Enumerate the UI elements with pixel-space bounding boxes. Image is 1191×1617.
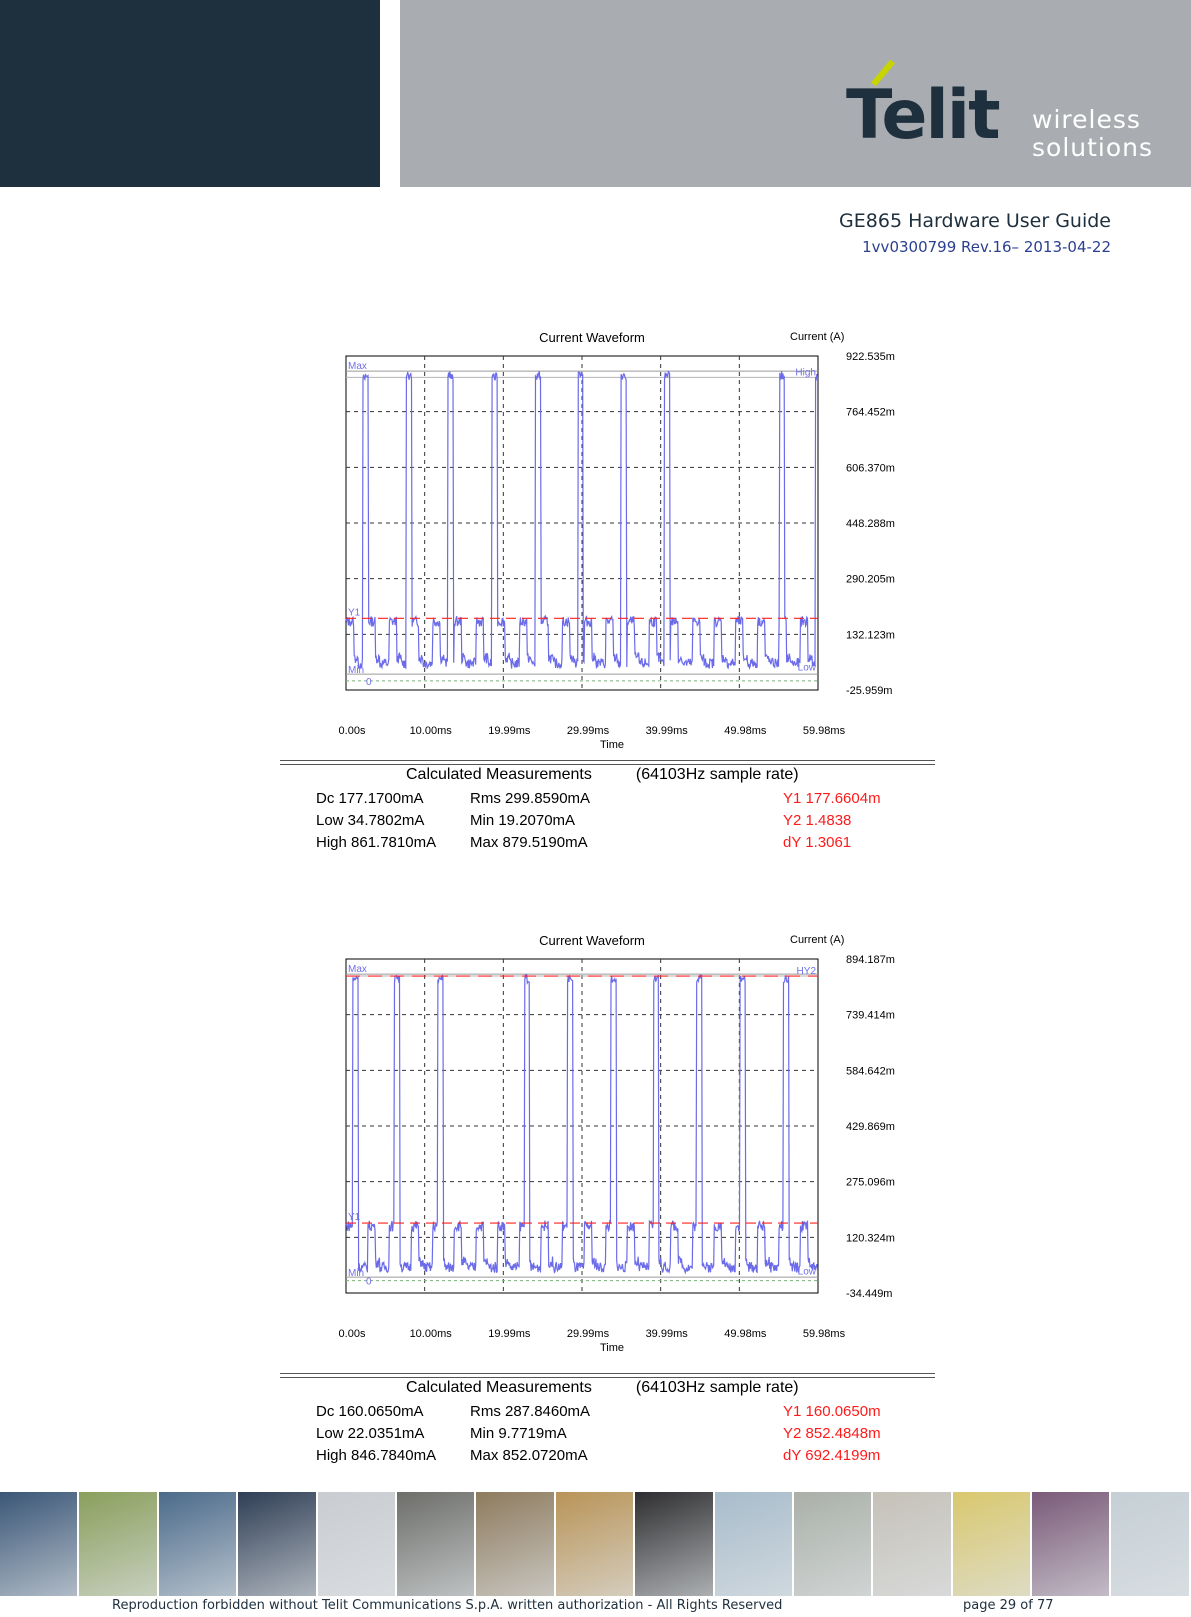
meas-high: High 846.7840mA: [316, 1447, 437, 1464]
low-marker-label: Low: [797, 1266, 816, 1278]
y-tick-label: -25.959m: [846, 685, 893, 697]
y-tick-label: 290.205m: [846, 573, 895, 586]
logo-tagline-line2: solutions: [1032, 133, 1154, 162]
footer-photo-tile: [794, 1492, 873, 1596]
meas-dc: Dc 177.1700mA: [316, 790, 424, 807]
meas-min: Min 9.7719mA: [470, 1425, 567, 1442]
x-tick-label: 0.00s: [338, 1328, 366, 1340]
measurements-rule: [280, 1377, 935, 1378]
meas-low: Low 22.0351mA: [316, 1425, 425, 1442]
y-tick-label: 448.288m: [846, 518, 895, 530]
footer-photo-tile: [238, 1492, 317, 1596]
y-tick-label: 922.535m: [846, 351, 895, 363]
x-tick-label: 49.98ms: [724, 725, 767, 737]
y-axis-label: Current (A): [790, 331, 845, 343]
y-tick-label: -34.449m: [846, 1288, 893, 1300]
y-tick-label: 894.187m: [846, 954, 895, 966]
measurements-heading: [406, 1379, 799, 1397]
chart-title: Current Waveform: [539, 933, 645, 948]
footer-photo-tile: [1032, 1492, 1111, 1596]
telit-logo: [846, 58, 1176, 168]
high-marker-label: HY2: [796, 966, 816, 978]
x-tick-label: 29.99ms: [566, 725, 610, 737]
logo-tagline: [1032, 106, 1153, 162]
meas-y1: Y1 177.6604m: [783, 790, 881, 807]
measurements-rule: [280, 764, 935, 765]
calculated-measurements-1: [280, 760, 940, 860]
meas-y1: Y1 160.0650m: [783, 1403, 881, 1420]
meas-max: Max 879.5190mA: [470, 834, 588, 851]
x-tick-label: 49.98ms: [724, 1328, 767, 1340]
min-marker-label: Min: [348, 1268, 365, 1280]
meas-y2: Y2 1.4838: [783, 812, 852, 829]
footer-photo-tile: [556, 1492, 635, 1596]
y-tick-label: 764.452m: [846, 406, 895, 419]
footer-photo-tile: [397, 1492, 476, 1596]
logo-wordmark: Telit: [846, 76, 999, 155]
min-marker-label: Min: [348, 665, 365, 677]
measurements-heading: [406, 766, 799, 784]
meas-dy: dY 692.4199m: [783, 1447, 881, 1464]
footer-photo-tile: [476, 1492, 555, 1596]
footer-photo-tile: [0, 1492, 79, 1596]
x-tick-label: 39.99ms: [645, 1328, 688, 1340]
measurements-rule: [280, 760, 935, 761]
zero-marker-label: 0: [366, 1276, 372, 1288]
footer-photo-tile: [953, 1492, 1032, 1596]
x-tick-label: 10.00ms: [409, 725, 452, 737]
footer-photo-tile: [318, 1492, 397, 1596]
measurements-title: Calculated Measurements: [406, 766, 592, 783]
x-tick-label: 59.98ms: [802, 725, 846, 737]
header-dark-panel: [0, 0, 380, 187]
logo-tagline-line1: wireless: [1032, 105, 1141, 134]
meas-y2: Y2 852.4848m: [783, 1425, 881, 1442]
chart-2-svg: [280, 933, 940, 1373]
meas-dc: Dc 160.0650mA: [316, 1403, 424, 1420]
footer-photo-strip: [0, 1492, 1191, 1596]
x-axis-label: Time: [599, 739, 625, 751]
sample-rate: (64103Hz sample rate): [635, 766, 799, 783]
meas-high: High 861.7810mA: [316, 834, 437, 851]
footer-photo-tile: [873, 1492, 952, 1596]
max-marker-label: Max: [348, 361, 367, 373]
low-marker-label: Low: [797, 662, 816, 674]
footer-photo-tile: [715, 1492, 794, 1596]
x-axis-label: Time: [599, 1342, 625, 1354]
meas-rms: Rms 299.8590mA: [470, 790, 591, 807]
document-title: GE865 Hardware User Guide: [839, 210, 1111, 232]
x-tick-label: 10.00ms: [409, 1328, 452, 1340]
page-number: page 29 of 77: [963, 1598, 1054, 1613]
y1-marker-label: Y1: [348, 607, 361, 619]
footer-photo-tile: [79, 1492, 158, 1596]
max-marker-label: Max: [348, 964, 367, 976]
calculated-measurements-2: [280, 1373, 940, 1473]
x-tick-label: 19.99ms: [488, 1328, 531, 1340]
sample-rate: (64103Hz sample rate): [635, 1379, 799, 1396]
y-tick-label: 739.414m: [846, 1009, 895, 1022]
chart-title: Current Waveform: [539, 330, 645, 345]
x-tick-label: 59.98ms: [802, 1328, 846, 1340]
measurements-rule: [280, 1373, 935, 1374]
meas-min: Min 19.2070mA: [470, 812, 576, 829]
y-tick-label: 606.370m: [846, 462, 895, 475]
x-tick-label: 39.99ms: [645, 725, 688, 737]
y-tick-label: 132.123m: [846, 629, 895, 642]
y-tick-label: 584.642m: [846, 1065, 895, 1078]
y1-marker-label: Y1: [348, 1212, 361, 1224]
x-tick-label: 29.99ms: [566, 1328, 610, 1340]
footer-photo-tile: [635, 1492, 714, 1596]
meas-low: Low 34.7802mA: [316, 812, 425, 829]
y-tick-label: 120.324m: [846, 1232, 895, 1245]
measurements-title: Calculated Measurements: [406, 1379, 592, 1396]
document-revision: 1vv0300799 Rev.16– 2013-04-22: [862, 238, 1111, 256]
y-tick-label: 275.096m: [846, 1176, 895, 1189]
current-waveform-chart-1: [280, 330, 940, 860]
chart-1-svg: [280, 330, 940, 760]
footer-photo-tile: [1111, 1492, 1190, 1596]
current-waveform-chart-2: [280, 933, 940, 1473]
footer-photo-tile: [159, 1492, 238, 1596]
high-marker-label: High: [795, 367, 816, 379]
meas-rms: Rms 287.8460mA: [470, 1403, 591, 1420]
x-tick-label: 0.00s: [338, 725, 366, 737]
y-axis-label: Current (A): [790, 934, 845, 946]
x-tick-label: 19.99ms: [488, 725, 531, 737]
zero-marker-label: 0: [366, 676, 372, 688]
y-tick-label: 429.869m: [846, 1121, 895, 1133]
meas-max: Max 852.0720mA: [470, 1447, 588, 1464]
copyright-notice: Reproduction forbidden without Telit Communications S.p.A. written authorization - All Rights Reserved: [112, 1598, 783, 1613]
meas-dy: dY 1.3061: [783, 834, 852, 851]
